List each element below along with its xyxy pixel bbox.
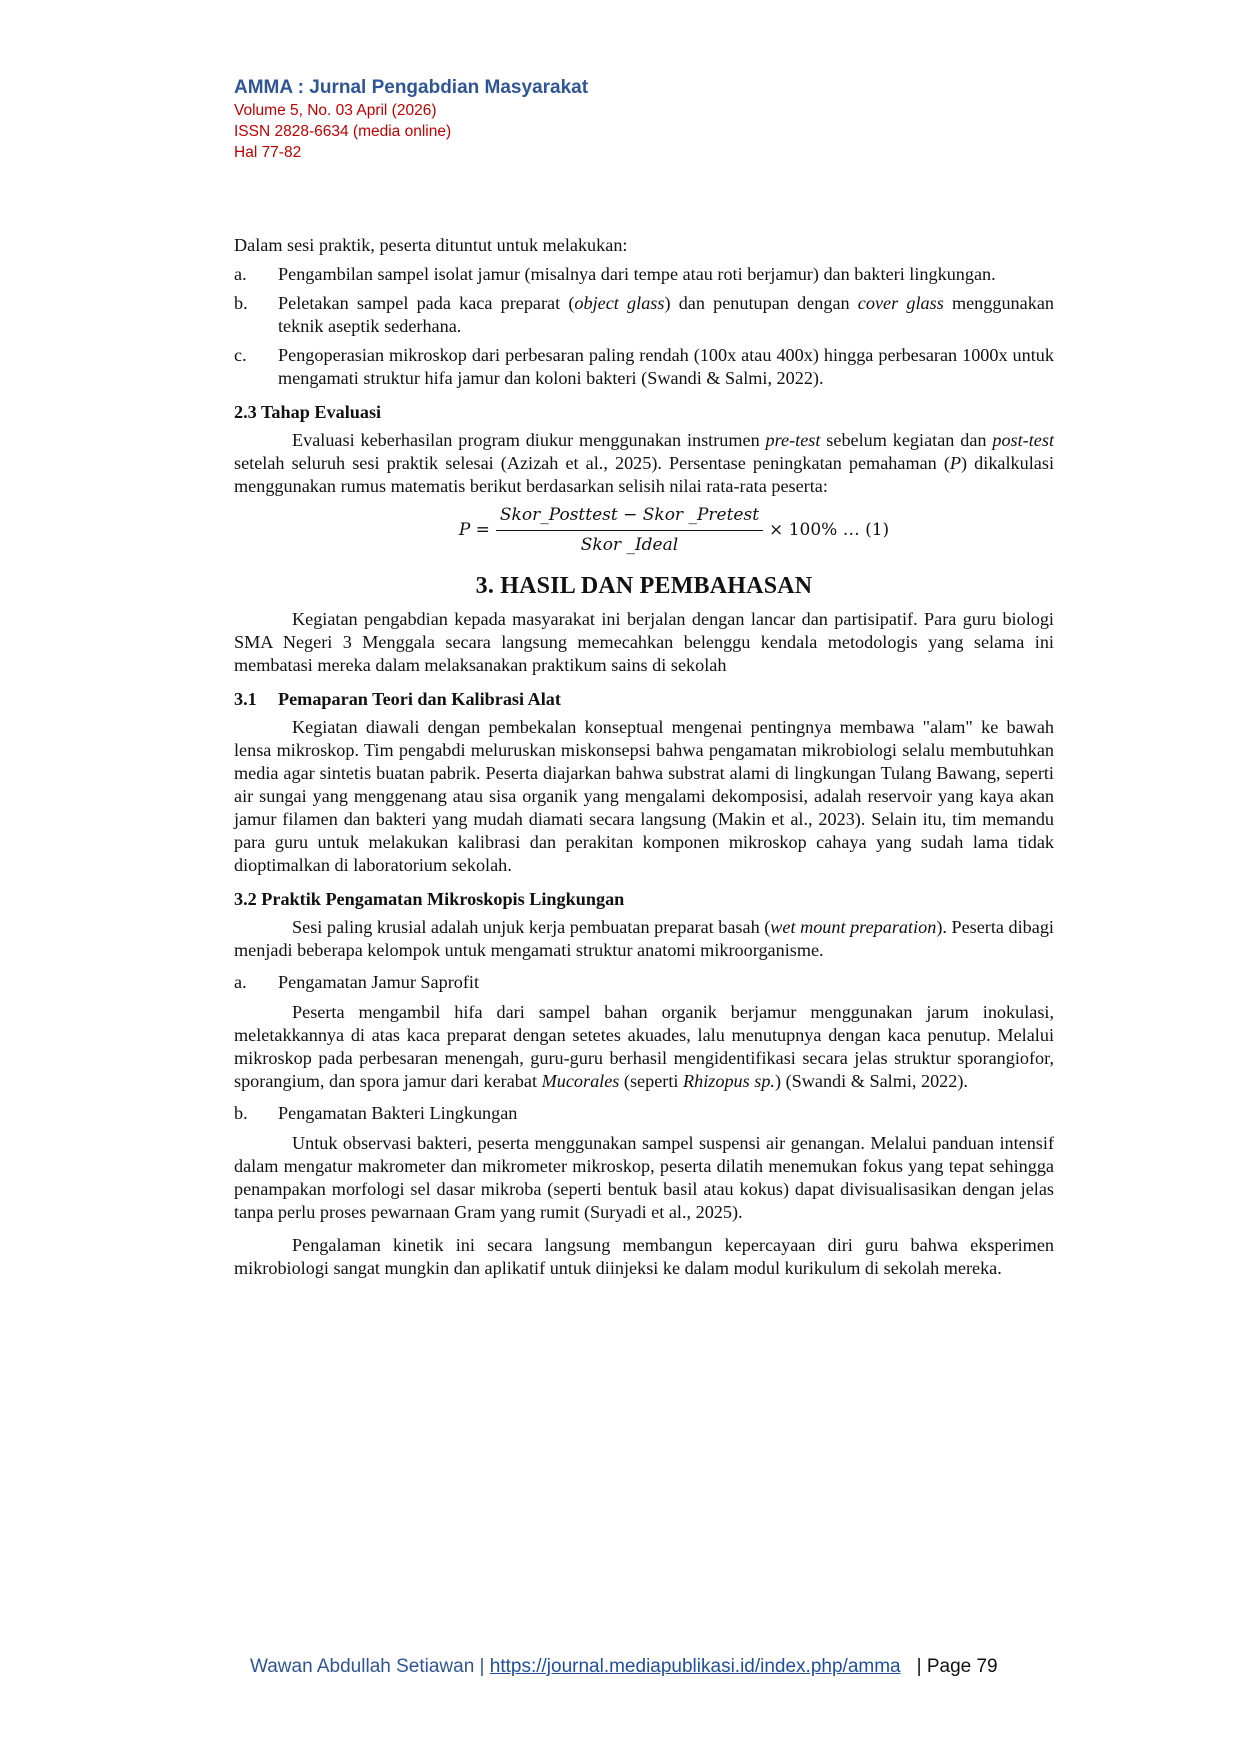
theory-paragraph: Kegiatan diawali dengan pembekalan konseptual mengenai pentingnya membawa "alam" ke bawah lensa mikroskop. Tim pengabdi meluruskan miskonsepsi bahwa pengamatan mikrobiologi selalu membutuhkan media agar sintetis buatan pabrik. Peserta diajarkan bahwa substrat alami di lingkungan Tulang Bawang, seperti air sungai yang menggenang atau sisa organik yang mengalami dekomposisi, adalah reservoir yang kaya akan jamur filamen dan bakteri yang mudah diamati secara langsung (Makin et al., 2023). Selain itu, tim memandu para guru untuk melakukan kalibrasi dan perakitan komponen mikroskop cahaya yang sudah lama tidak dioptimalkan di laboratorium sekolah. [234, 717, 1054, 875]
bacteria-observation-title: b. Pengamatan Bakteri Lingkungan [234, 1103, 518, 1123]
footer-author: Wawan Abdullah Setiawan | [250, 1656, 490, 1677]
article-body [234, 234, 1054, 1280]
journal-header [234, 76, 588, 163]
subsection-heading-3-2: 3.2 Praktik Pengamatan Mikroskopis Lingkungan [234, 889, 625, 909]
list-item [234, 292, 1054, 338]
fungi-observation-title: a. Pengamatan Jamur Saprofit [234, 972, 480, 992]
list-marker: a. [234, 264, 247, 284]
subsection-heading-3-1: 3.1 Pemaparan Teori dan Kalibrasi Alat [234, 689, 561, 709]
page-footer [250, 1656, 1060, 1678]
list-item [234, 263, 1054, 286]
journal-title: AMMA : Jurnal Pengabdian Masyarakat [234, 77, 589, 98]
section-heading-3: 3. HASIL DAN PEMBAHASAN [475, 573, 813, 599]
list-text: Peletakan sampel pada kaca preparat (object glass) dan penutupan dengan cover glass menggunakan teknik aseptik sederhana. [278, 293, 1054, 336]
journal-link[interactable]: https://journal.mediapublikasi.id/index.php/amma [489, 1656, 901, 1677]
journal-issn: ISSN 2828-6634 (media online) [234, 123, 452, 140]
journal-pages: Hal 77-82 [234, 144, 302, 161]
list-text: Pengoperasian mikroskop dari perbesaran paling rendah (100x atau 400x) hingga perbesaran 1000x untuk mengamati struktur hifa jamur dan koloni bakteri (Swandi & Salmi, 2022). [278, 345, 1054, 388]
evaluation-paragraph: Evaluasi keberhasilan program diukur menggunakan instrumen pre-test sebelum kegiatan dan post-test setelah seluruh sesi praktik selesai (Azizah et al., 2025). Persentase peningkatan pemahaman (P) dikalkulasi menggunakan rumus matematis berikut berdasarkan selisih nilai rata-rata peserta: [234, 430, 1054, 496]
list-marker: c. [234, 345, 247, 365]
equation-denominator: Skor _Ideal [580, 535, 679, 555]
closing-paragraph: Pengalaman kinetik ini secara langsung membangun kepercayaan diri guru bahwa eksperimen mikrobiologi sangat mungkin dan aplikatif untuk diinjeksi ke dalam modul kurikulum di sekolah mereka. [234, 1235, 1054, 1278]
bacteria-observation-paragraph: Untuk observasi bakteri, peserta menggunakan sampel suspensi air genangan. Melalui panduan intensif dalam mengatur makrometer dan mikrometer mikroskop, peserta dilatih menemukan fokus yang tepat sehingga penampakan morfologi sel dasar mikroba (seperti bentuk basil atau kokus) dapat divisualisasikan dengan jelas tanpa perlu proses pewarnaan Gram yang rumit (Suryadi et al., 2025). [234, 1133, 1054, 1222]
practice-intro: Dalam sesi praktik, peserta dituntut untuk melakukan: [234, 235, 628, 255]
subsection-heading-2-3: 2.3 Tahap Evaluasi [234, 402, 382, 422]
equation-lhs: P = [458, 520, 490, 540]
list-text: Pengambilan sampel isolat jamur (misalnya dari tempe atau roti berjamur) dan bakteri lingkungan. [278, 264, 996, 284]
list-marker: b. [234, 293, 248, 313]
page-number: | Page 79 [916, 1656, 998, 1677]
results-intro-paragraph: Kegiatan pengabdian kepada masyarakat ini berjalan dengan lancar dan partisipatif. Para guru biologi SMA Negeri 3 Menggala secara langsung memecahkan belenggu kendala metodologis yang selama ini membatasi mereka dalam melaksanakan praktikum sains di sekolah [234, 609, 1054, 675]
fungi-observation-paragraph: Peserta mengambil hifa dari sampel bahan organik berjamur menggunakan jarum inokulasi, meletakkannya di atas kaca preparat dengan setetes akuades, lalu menutupnya dengan kaca penutup. Melalui mikroskop pada perbesaran menengah, guru-guru berhasil mengidentifikasi secara jelas struktur sporangiofor, sporangium, dan spora jamur dari kerabat Mucorales (seperti Rhizopus sp.) (Swandi & Salmi, 2022). [234, 1002, 1054, 1091]
journal-volume: Volume 5, No. 03 April (2026) [234, 102, 437, 119]
practice-list [234, 263, 1054, 390]
equation-fraction [496, 504, 763, 557]
practice-paragraph: Sesi paling krusial adalah unjuk kerja pembuatan preparat basah (wet mount preparation). Peserta dibagi menjadi beberapa kelompok untuk mengamati struktur anatomi mikroorganisme. [234, 917, 1054, 960]
equation-rhs: × 100% … (1) [769, 520, 890, 540]
equation-1 [234, 504, 1054, 557]
equation-numerator: Skor_Posttest − Skor _Pretest [496, 504, 763, 531]
list-item [234, 344, 1054, 390]
